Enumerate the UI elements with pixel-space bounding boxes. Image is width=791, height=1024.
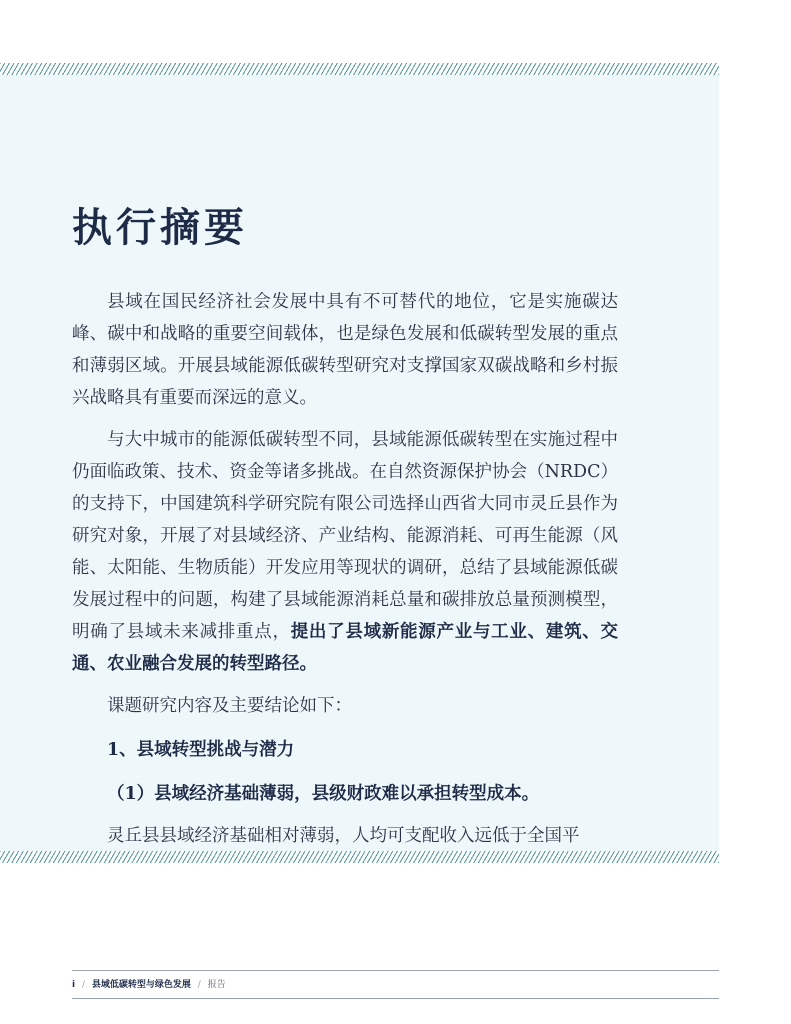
top-hatch-border [0, 63, 719, 75]
section-heading: 1、县域转型挑战与潜力 [107, 740, 295, 760]
paragraph-research [72, 424, 618, 680]
page-number: i [72, 980, 76, 990]
summary-body [72, 286, 618, 852]
page-title: 执行摘要 [72, 205, 248, 251]
paragraph-economy: 灵丘县县域经济基础相对薄弱，人均可支配收入远低于全国平 [107, 826, 580, 846]
report-title: 县域低碳转型与绿色发展 [91, 980, 191, 990]
footer-rule-top [72, 970, 719, 971]
paragraph-research-highlight: 提出了县域新能源产业与工业、建筑、交通、农业融合发展的转型路径。 [72, 622, 619, 674]
bottom-hatch-border [0, 851, 719, 863]
paragraph-conclusions-intro: 课题研究内容及主要结论如下： [107, 696, 352, 716]
document-type: 报告 [207, 980, 226, 990]
footer-rule-bottom [72, 998, 719, 999]
footer-separator: / [197, 980, 201, 990]
subsection-heading: （1）县域经济基础薄弱，县级财政难以承担转型成本。 [107, 784, 540, 804]
paragraph-research-text: 与大中城市的能源低碳转型不同，县域能源低碳转型在实施过程中仍面临政策、技术、资金等诸多挑战。在自然资源保护协会（NRDC）的支持下，中国建筑科学研究院有限公司选择山西省大同市灵丘县作为研究对象，开展了对县域经济、产业结构、能源消耗、可再生能源（风能、太阳能、生物质能）开发应用等现状的调研，总结了县域能源低碳发展过程中的问题，构建了县域能源消耗总量和碳排放总量预测模型，明确了县域未来减排重点， [72, 430, 618, 642]
footer-separator: / [81, 980, 86, 990]
paragraph-intro: 县域在国民经济社会发展中具有不可替代的地位，它是实施碳达峰、碳中和战略的重要空间载体，也是绿色发展和低碳转型发展的重点和薄弱区域。开展县域能源低碳转型研究对支撑国家双碳战略和乡村振兴战略具有重要而深远的意义。 [72, 292, 618, 408]
page-footer [72, 977, 230, 993]
